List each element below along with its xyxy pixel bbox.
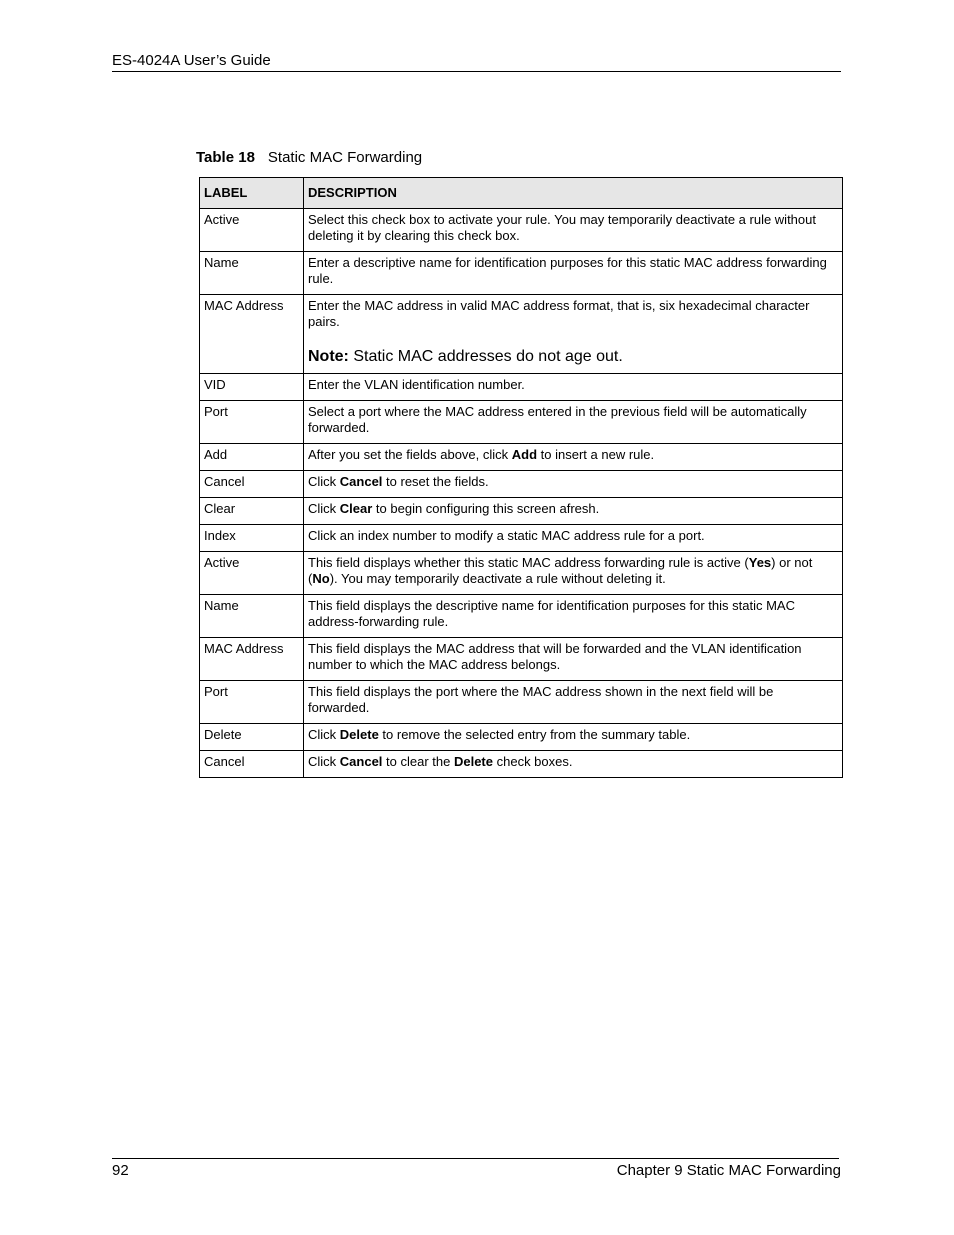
- row-label: Cancel: [200, 751, 304, 778]
- description-text: Select a port where the MAC address entered in the previous field will be automatically forwarded.: [308, 404, 807, 435]
- static-mac-forwarding-table: [199, 177, 843, 778]
- description-text: ) or not (: [308, 555, 813, 586]
- table-row: [200, 525, 843, 552]
- description-text: to reset the fields.: [382, 474, 489, 489]
- note-text: Static MAC addresses do not age out.: [348, 348, 623, 365]
- row-label: Active: [200, 552, 304, 595]
- row-label: Name: [200, 252, 304, 295]
- row-description: [304, 681, 843, 724]
- description-emphasis: Cancel: [339, 474, 383, 489]
- description-emphasis: Clear: [339, 501, 373, 516]
- description-emphasis: Delete: [453, 754, 493, 769]
- description-text: After you set the fields above, click: [308, 447, 512, 462]
- row-description: [304, 444, 843, 471]
- description-emphasis: Yes: [748, 555, 772, 570]
- description-emphasis: Delete: [339, 727, 379, 742]
- table-row: [200, 374, 843, 401]
- row-label: Name: [200, 595, 304, 638]
- row-label: MAC Address: [200, 295, 304, 374]
- row-label: Add: [200, 444, 304, 471]
- row-label: Port: [200, 681, 304, 724]
- description-text: This field displays the port where the MAC address shown in the next field will be forwarded.: [308, 684, 774, 715]
- table-row: [200, 595, 843, 638]
- table-caption: [196, 149, 422, 166]
- table-row: [200, 552, 843, 595]
- row-label: Cancel: [200, 471, 304, 498]
- table-body: [200, 209, 843, 778]
- description-text: to begin configuring this screen afresh.: [372, 501, 600, 516]
- row-description: [304, 498, 843, 525]
- footer-divider: [112, 1158, 839, 1159]
- table-title: Static MAC Forwarding: [267, 149, 423, 166]
- description-text: This field displays the descriptive name for identification purposes for this static MAC address-forwarding rule.: [308, 598, 795, 629]
- description-text: Click: [308, 727, 340, 742]
- description-text: This field displays the MAC address that will be forwarded and the VLAN identification number to which the MAC address belongs.: [308, 641, 802, 672]
- table-row: [200, 498, 843, 525]
- row-label: MAC Address: [200, 638, 304, 681]
- column-header-description: DESCRIPTION: [304, 178, 843, 209]
- table-row: [200, 295, 843, 374]
- description-text: Select this check box to activate your rule. You may temporarily deactivate a rule without deleting it by clearing this check box.: [308, 212, 816, 243]
- row-label: VID: [200, 374, 304, 401]
- row-description: [304, 724, 843, 751]
- row-description: [304, 295, 843, 374]
- description-text: to remove the selected entry from the summary table.: [378, 727, 691, 742]
- row-description: [304, 525, 843, 552]
- table-row: [200, 209, 843, 252]
- table-row: [200, 751, 843, 778]
- description-text: ). You may temporarily deactivate a rule without deleting it.: [329, 571, 666, 586]
- running-header: ES-4024A User’s Guide: [112, 52, 271, 69]
- description-text: This field displays whether this static MAC address forwarding rule is active (: [308, 555, 749, 570]
- page-number: 92: [112, 1162, 129, 1179]
- description-text: to clear the: [382, 754, 454, 769]
- row-description: [304, 401, 843, 444]
- note-prefix: Note:: [308, 348, 349, 365]
- row-description: [304, 552, 843, 595]
- chapter-title: Chapter 9 Static MAC Forwarding: [616, 1162, 841, 1179]
- description-text: Click: [308, 501, 340, 516]
- description-text: to insert a new rule.: [537, 447, 655, 462]
- table-number: Table 18: [196, 149, 255, 166]
- row-description: [304, 252, 843, 295]
- row-label: Clear: [200, 498, 304, 525]
- row-label: Index: [200, 525, 304, 552]
- row-description: [304, 638, 843, 681]
- table-row: [200, 471, 843, 498]
- table-row: [200, 681, 843, 724]
- table-row: [200, 252, 843, 295]
- table-row: [200, 401, 843, 444]
- table-header-row: [200, 178, 843, 209]
- row-label: Port: [200, 401, 304, 444]
- description-text: Click an index number to modify a static MAC address rule for a port.: [308, 528, 705, 543]
- description-text: Enter the VLAN identification number.: [308, 377, 525, 392]
- row-description: [304, 471, 843, 498]
- row-label: Delete: [200, 724, 304, 751]
- description-emphasis: No: [312, 571, 330, 586]
- table-row: [200, 638, 843, 681]
- row-description: [304, 209, 843, 252]
- row-description: [304, 595, 843, 638]
- description-text: Click: [308, 754, 340, 769]
- description-text: Enter a descriptive name for identification purposes for this static MAC address forwarding rule.: [308, 255, 827, 286]
- description-emphasis: Add: [511, 447, 538, 462]
- column-header-label: LABEL: [200, 178, 304, 209]
- description-emphasis: Cancel: [339, 754, 383, 769]
- row-description: [304, 374, 843, 401]
- description-text: Click: [308, 474, 340, 489]
- table-row: [200, 444, 843, 471]
- description-text: Enter the MAC address in valid MAC address format, that is, six hexadecimal character pairs.: [308, 298, 810, 329]
- row-label: Active: [200, 209, 304, 252]
- header-divider: [112, 71, 841, 72]
- row-description: [304, 751, 843, 778]
- note: [308, 348, 836, 366]
- table-row: [200, 724, 843, 751]
- description-text: check boxes.: [493, 754, 573, 769]
